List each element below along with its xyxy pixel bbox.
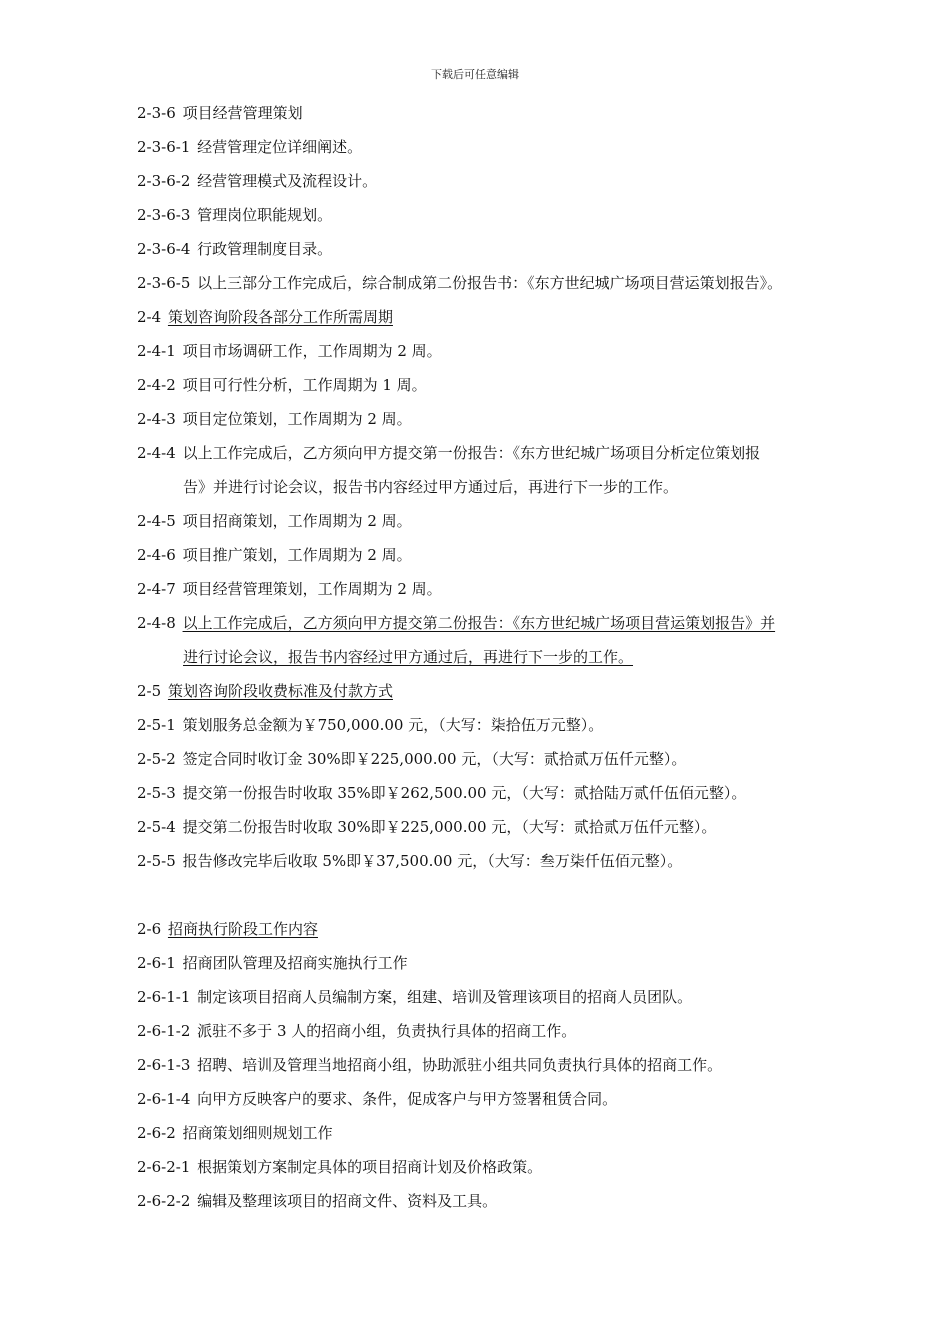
item-2-4-6: 2-4-6 项目推广策划，工作周期为 2 周。 [137,546,412,564]
item-2-4-8: 2-4-8 以上工作完成后，乙方须向甲方提交第二份报告：《东方世纪城广场项目营运策划报告》并 [137,614,776,632]
document-body [137,98,867,1220]
item-2-5-4: 2-5-4 提交第二份报告时收取 30%即￥225,000.00 元，（大写：贰拾贰万伍仟元整）。 [137,818,717,836]
item-2-5-2: 2-5-2 签定合同时收订金 30%即￥225,000.00 元，（大写：贰拾贰万伍仟元整）。 [137,750,687,768]
item-2-6-1-2: 2-6-1-2 派驻不多于 3 人的招商小组，负责执行具体的招商工作。 [137,1022,577,1040]
item-2-4-3: 2-4-3 项目定位策划，工作周期为 2 周。 [137,410,412,428]
item-2-6-1-1: 2-6-1-1 制定该项目招商人员编制方案，组建、培训及管理该项目的招商人员团队。 [137,988,693,1006]
item-2-4-8-continued: 进行讨论会议，报告书内容经过甲方通过后，再进行下一步的工作。 [183,648,634,666]
item-2-4-5: 2-4-5 项目招商策划，工作周期为 2 周。 [137,512,412,530]
item-2-6-1-4: 2-6-1-4 向甲方反映客户的要求、条件，促成客户与甲方签署租赁合同。 [137,1090,618,1108]
item-2-5-5: 2-5-5 报告修改完毕后收取 5%即￥37,500.00 元，（大写：叁万柒仟伍佰元整）。 [137,852,683,870]
heading-2-6: 2-6 招商执行阶段工作内容 [137,920,318,938]
item-2-4-4: 2-4-4 以上工作完成后，乙方须向甲方提交第一份报告：《东方世纪城广场项目分析定位策划报 [137,444,761,462]
item-2-6-1: 2-6-1 招商团队管理及招商实施执行工作 [137,954,408,972]
item-2-6-2-2: 2-6-2-2 编辑及整理该项目的招商文件、资料及工具。 [137,1192,498,1210]
blank-line [137,880,867,914]
item-2-4-1: 2-4-1 项目市场调研工作，工作周期为 2 周。 [137,342,442,360]
item-2-3-6-1: 2-3-6-1 经营管理定位详细阐述。 [137,138,363,156]
item-2-3-6-5: 2-3-6-5 以上三部分工作完成后，综合制成第二份报告书：《东方世纪城广场项目营运策划报告》。 [137,274,783,292]
item-2-6-2-1: 2-6-2-1 根据策划方案制定具体的项目招商计划及价格政策。 [137,1158,543,1176]
heading-2-5: 2-5 策划咨询阶段收费标准及付款方式 [137,682,393,700]
heading-2-4: 2-4 策划咨询阶段各部分工作所需周期 [137,308,393,326]
page-header: 下载后可任意编辑 [431,68,519,81]
item-2-5-1: 2-5-1 策划服务总金额为￥750,000.00 元，（大写：柒拾伍万元整）。 [137,716,604,734]
item-2-5-3: 2-5-3 提交第一份报告时收取 35%即￥262,500.00 元，（大写：贰拾陆万贰仟伍佰元整）。 [137,784,747,802]
item-2-6-1-3: 2-6-1-3 招聘、培训及管理当地招商小组，协助派驻小组共同负责执行具体的招商工作。 [137,1056,723,1074]
item-2-3-6-3: 2-3-6-3 管理岗位职能规划。 [137,206,333,224]
item-2-4-2: 2-4-2 项目可行性分析，工作周期为 1 周。 [137,376,427,394]
item-2-3-6-4: 2-3-6-4 行政管理制度目录。 [137,240,333,258]
heading-2-3-6: 2-3-6 项目经营管理策划 [137,104,303,122]
item-2-3-6-2: 2-3-6-2 经营管理模式及流程设计。 [137,172,378,190]
item-2-4-4-continued: 告》并进行讨论会议，报告书内容经过甲方通过后，再进行下一步的工作。 [183,478,679,496]
item-2-4-7: 2-4-7 项目经营管理策划，工作周期为 2 周。 [137,580,442,598]
item-2-6-2: 2-6-2 招商策划细则规划工作 [137,1124,333,1142]
